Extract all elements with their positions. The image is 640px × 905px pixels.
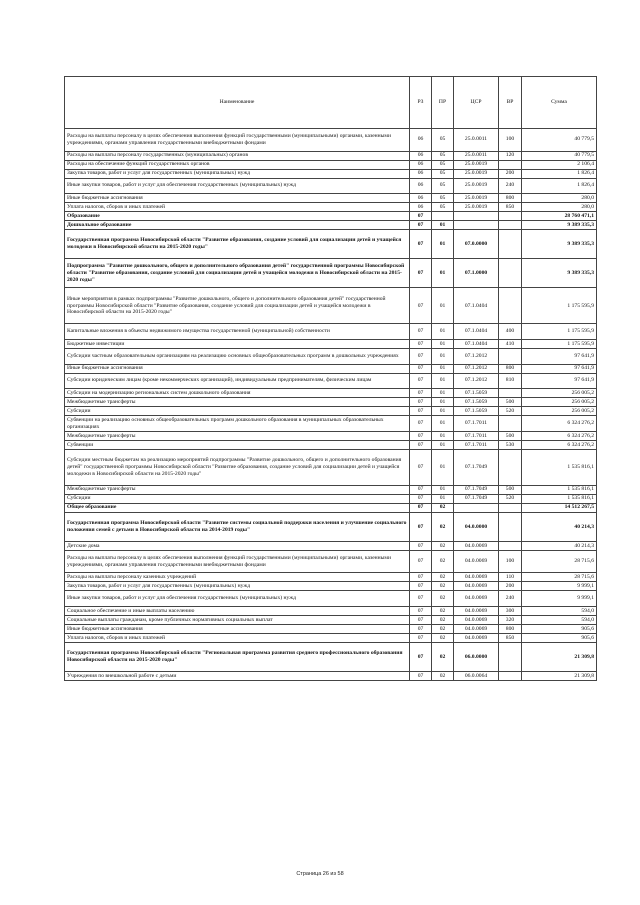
row-rz: 07	[410, 340, 432, 349]
row-name: Расходы на выплаты персоналу в целях обеспечения выполнения функций государственными (муниципальными) органами, казенными учреждениями, органами управления государственными внебюджетными фондами	[65, 129, 410, 151]
row-name: Субсидии	[65, 494, 410, 503]
table-row	[65, 160, 597, 169]
row-sum: 1 535 816,1	[522, 485, 597, 494]
table-row	[65, 151, 597, 160]
row-csr: 04.0.0069	[454, 606, 499, 615]
row-csr	[454, 221, 499, 230]
row-name: Иные бюджетные ассигнования	[65, 194, 410, 203]
row-pr: 01	[432, 389, 454, 398]
row-pr: 05	[432, 160, 454, 169]
row-rz: 07	[410, 440, 432, 449]
row-csr: 07.1.2012	[454, 364, 499, 373]
row-vr: 100	[499, 129, 522, 151]
row-sum: 40 214,3	[522, 542, 597, 551]
row-csr	[454, 503, 499, 512]
row-rz: 07	[410, 591, 432, 607]
row-rz: 07	[410, 624, 432, 633]
row-csr: 06.0.0064	[454, 672, 499, 681]
row-rz: 07	[410, 503, 432, 512]
row-sum: 6 324 276,2	[522, 440, 597, 449]
row-csr: 04.0.0000	[454, 512, 499, 541]
row-csr: 07.1.5059	[454, 389, 499, 398]
row-sum: 1 175 595,9	[522, 288, 597, 324]
row-pr: 01	[432, 440, 454, 449]
table-row	[65, 582, 597, 591]
row-name: Детские дома	[65, 542, 410, 551]
row-pr: 02	[432, 551, 454, 573]
row-pr: 05	[432, 203, 454, 212]
table-row	[65, 340, 597, 349]
row-vr: 850	[499, 203, 522, 212]
table-row	[65, 389, 597, 398]
row-sum: 97 641,9	[522, 349, 597, 365]
row-rz: 07	[410, 364, 432, 373]
budget-document	[64, 76, 596, 681]
row-vr: 200	[499, 169, 522, 178]
row-pr: 05	[432, 178, 454, 194]
row-rz: 07	[410, 582, 432, 591]
row-vr	[499, 449, 522, 485]
table-body	[65, 129, 597, 681]
row-rz: 07	[410, 449, 432, 485]
row-pr: 02	[432, 642, 454, 671]
row-name: Субсидии местным бюджетам на реализацию мероприятий подпрограммы "Развитие дошкольного, общего и дополнительного образования детей" государственной программы Новосибирской области "Развитие образования, создание условий для социализации детей и учащейся молодежи в Новосибирской области на 2015-2020 годы"	[65, 449, 410, 485]
row-csr: 04.0.0069	[454, 591, 499, 607]
row-vr: 800	[499, 624, 522, 633]
table-row	[65, 503, 597, 512]
row-vr	[499, 349, 522, 365]
row-vr	[499, 416, 522, 432]
table-row	[65, 169, 597, 178]
row-csr: 04.0.0069	[454, 633, 499, 642]
table-row	[65, 512, 597, 541]
table-row	[65, 591, 597, 607]
row-name: Иные закупки товаров, работ и услуг для обеспечения государственных (муниципальных) нужд	[65, 178, 410, 194]
row-vr: 500	[499, 485, 522, 494]
row-csr: 07.0.0000	[454, 230, 499, 259]
row-vr: 300	[499, 606, 522, 615]
row-rz: 07	[410, 485, 432, 494]
table-row	[65, 642, 597, 671]
row-name: Субвенции	[65, 440, 410, 449]
row-vr: 800	[499, 364, 522, 373]
table-row	[65, 615, 597, 624]
row-sum: 28 760 471,1	[522, 212, 597, 221]
row-name: Социальные выплаты гражданам, кроме публичных нормативных социальных выплат	[65, 615, 410, 624]
row-name: Иные бюджетные ассигнования	[65, 364, 410, 373]
row-vr: 200	[499, 582, 522, 591]
table-row	[65, 485, 597, 494]
row-vr	[499, 503, 522, 512]
row-sum: 40 214,3	[522, 512, 597, 541]
row-csr: 07.1.0000	[454, 259, 499, 288]
table-row	[65, 203, 597, 212]
row-sum: 280,0	[522, 194, 597, 203]
row-rz: 07	[410, 324, 432, 340]
table-row	[65, 364, 597, 373]
row-pr: 02	[432, 542, 454, 551]
row-name: Социальное обеспечение и иные выплаты населению	[65, 606, 410, 615]
header-pr: ПР	[432, 77, 454, 129]
row-rz: 07	[410, 494, 432, 503]
row-pr: 02	[432, 512, 454, 541]
row-vr	[499, 221, 522, 230]
row-csr: 04.0.0069	[454, 542, 499, 551]
row-pr: 01	[432, 485, 454, 494]
row-name: Уплата налогов, сборов и иных платежей	[65, 203, 410, 212]
row-vr	[499, 259, 522, 288]
row-sum: 97 641,9	[522, 364, 597, 373]
row-vr	[499, 672, 522, 681]
row-pr: 01	[432, 364, 454, 373]
row-rz: 06	[410, 194, 432, 203]
table-row	[65, 416, 597, 432]
table-row	[65, 624, 597, 633]
row-sum: 9 389 335,3	[522, 230, 597, 259]
table-row	[65, 178, 597, 194]
row-rz: 07	[410, 615, 432, 624]
row-pr: 02	[432, 591, 454, 607]
row-rz: 07	[410, 542, 432, 551]
row-rz: 07	[410, 389, 432, 398]
table-row	[65, 221, 597, 230]
header-name: Наименование	[65, 77, 410, 129]
row-csr: 04.0.0069	[454, 582, 499, 591]
row-name: Образование	[65, 212, 410, 221]
table-row	[65, 259, 597, 288]
row-vr	[499, 212, 522, 221]
table-row	[65, 431, 597, 440]
row-vr: 810	[499, 373, 522, 389]
row-vr	[499, 512, 522, 541]
row-name: Капитальные вложения в объекты недвижимого имущества государственной (муниципальной) собственности	[65, 324, 410, 340]
table-row	[65, 440, 597, 449]
row-sum: 1 535 816,1	[522, 494, 597, 503]
row-csr: 07.1.0404	[454, 340, 499, 349]
row-name: Дошкольное образование	[65, 221, 410, 230]
row-pr: 05	[432, 151, 454, 160]
row-sum: 594,0	[522, 615, 597, 624]
row-csr: 04.0.0069	[454, 615, 499, 624]
row-name: Иные бюджетные ассигнования	[65, 624, 410, 633]
row-name: Государственная программа Новосибирской области "Развитие образования, создание условий для социализации детей и учащейся молодежи в Новосибирской области на 2015-2020 годы"	[65, 230, 410, 259]
row-vr: 850	[499, 633, 522, 642]
row-pr: 01	[432, 340, 454, 349]
row-sum: 256 005,2	[522, 398, 597, 407]
row-sum: 256 005,2	[522, 407, 597, 416]
row-sum: 28 715,6	[522, 551, 597, 573]
table-row	[65, 129, 597, 151]
page-number: Страница 26 из 58	[296, 871, 344, 877]
row-csr: 07.1.0404	[454, 324, 499, 340]
row-name: Бюджетные инвестиции	[65, 340, 410, 349]
row-name: Межбюджетные трансферты	[65, 398, 410, 407]
row-pr: 01	[432, 230, 454, 259]
row-pr: 01	[432, 221, 454, 230]
row-rz: 06	[410, 178, 432, 194]
header-sum: Сумма	[522, 77, 597, 129]
row-pr: 01	[432, 416, 454, 432]
row-csr: 07.1.7049	[454, 494, 499, 503]
header-vr: ВР	[499, 77, 522, 129]
row-csr: 25.0.0019	[454, 203, 499, 212]
row-pr: 02	[432, 672, 454, 681]
row-pr: 01	[432, 324, 454, 340]
row-rz: 06	[410, 169, 432, 178]
table-row	[65, 542, 597, 551]
row-name: Расходы на выплаты персоналу в целях обеспечения выполнения функций государственными (муниципальными) органами, казенными учреждениями, органами управления государственными внебюджетными фондами	[65, 551, 410, 573]
table-row	[65, 288, 597, 324]
row-sum: 9 999,1	[522, 591, 597, 607]
row-name: Субсидии частным образовательным организациям на реализацию основных общеобразовательных программ в дошкольных учреждениях	[65, 349, 410, 365]
table-row	[65, 672, 597, 681]
row-sum: 6 324 276,2	[522, 431, 597, 440]
row-sum: 1 826,4	[522, 169, 597, 178]
row-sum: 21 309,8	[522, 642, 597, 671]
table-header-row	[65, 77, 597, 129]
table-row	[65, 349, 597, 365]
row-name: Уплата налогов, сборов и иных платежей	[65, 633, 410, 642]
row-sum: 1 175 595,9	[522, 324, 597, 340]
row-vr: 400	[499, 324, 522, 340]
row-rz: 07	[410, 416, 432, 432]
row-csr: 04.0.0069	[454, 624, 499, 633]
row-sum: 905,6	[522, 633, 597, 642]
row-sum: 2 106,4	[522, 160, 597, 169]
row-pr: 01	[432, 407, 454, 416]
row-csr: 07.1.5059	[454, 398, 499, 407]
row-vr: 240	[499, 178, 522, 194]
row-sum: 594,0	[522, 606, 597, 615]
row-sum: 9 389 335,3	[522, 221, 597, 230]
row-vr	[499, 542, 522, 551]
row-rz: 07	[410, 288, 432, 324]
row-pr: 01	[432, 373, 454, 389]
row-csr: 25.0.0019	[454, 169, 499, 178]
row-vr: 240	[499, 591, 522, 607]
row-pr: 01	[432, 259, 454, 288]
row-csr: 25.0.0019	[454, 194, 499, 203]
row-name: Субсидии на модернизацию региональных систем дошкольного образования	[65, 389, 410, 398]
row-rz: 07	[410, 407, 432, 416]
row-rz: 07	[410, 606, 432, 615]
row-vr	[499, 160, 522, 169]
row-rz: 07	[410, 642, 432, 671]
row-rz: 07	[410, 431, 432, 440]
row-sum: 40 779,5	[522, 151, 597, 160]
row-rz: 06	[410, 151, 432, 160]
row-pr	[432, 212, 454, 221]
row-rz: 07	[410, 349, 432, 365]
row-pr: 01	[432, 494, 454, 503]
row-vr: 500	[499, 398, 522, 407]
row-csr: 04.0.0069	[454, 573, 499, 582]
row-rz: 06	[410, 160, 432, 169]
row-sum: 280,0	[522, 203, 597, 212]
row-name: Иные мероприятия в рамках подпрограммы "Развитие дошкольного, общего и дополнительного образования детей" государственной программы Новосибирской области "Развитие образования, создание условий для социализации детей и учащейся молодежи в Новосибирской области на 2015-2020 годы"	[65, 288, 410, 324]
row-pr: 05	[432, 129, 454, 151]
row-sum: 9 389 335,3	[522, 259, 597, 288]
row-csr: 25.0.0019	[454, 160, 499, 169]
row-pr: 05	[432, 169, 454, 178]
row-rz: 06	[410, 203, 432, 212]
row-name: Общее образование	[65, 503, 410, 512]
row-vr: 500	[499, 431, 522, 440]
row-name: Расходы на выплаты персоналу государственных (муниципальных) органов	[65, 151, 410, 160]
row-name: Расходы на выплаты персоналу казенных учреждений	[65, 573, 410, 582]
row-csr: 25.0.0011	[454, 129, 499, 151]
table-row	[65, 573, 597, 582]
row-csr	[454, 212, 499, 221]
row-csr: 04.0.0069	[454, 551, 499, 573]
table-row	[65, 494, 597, 503]
row-csr: 07.1.7049	[454, 449, 499, 485]
row-csr: 07.1.7049	[454, 485, 499, 494]
row-name: Закупка товаров, работ и услуг для государственных (муниципальных) нужд	[65, 169, 410, 178]
row-vr: 520	[499, 407, 522, 416]
row-csr: 07.1.7011	[454, 440, 499, 449]
row-csr: 25.0.0019	[454, 178, 499, 194]
row-csr: 25.0.0011	[454, 151, 499, 160]
row-name: Расходы на обеспечение функций государственных органов	[65, 160, 410, 169]
row-pr: 05	[432, 194, 454, 203]
row-name: Межбюджетные трансферты	[65, 485, 410, 494]
row-vr: 120	[499, 151, 522, 160]
row-csr: 07.1.7011	[454, 416, 499, 432]
row-rz: 07	[410, 221, 432, 230]
row-rz: 07	[410, 259, 432, 288]
row-csr: 07.1.2012	[454, 349, 499, 365]
row-vr: 520	[499, 494, 522, 503]
row-rz: 07	[410, 573, 432, 582]
row-sum: 6 324 276,2	[522, 416, 597, 432]
row-sum: 1 175 595,9	[522, 340, 597, 349]
row-vr: 110	[499, 573, 522, 582]
row-vr	[499, 389, 522, 398]
row-name: Государственная программа Новосибирской области "Региональная программа развития среднего профессионального образования Новосибирской области на 2015-2020 годы"	[65, 642, 410, 671]
row-name: Закупка товаров, работ и услуг для государственных (муниципальных) нужд	[65, 582, 410, 591]
row-vr: 410	[499, 340, 522, 349]
table-row	[65, 373, 597, 389]
row-name: Подпрограмма "Развитие дошкольного, общего и дополнительного образования детей" государственной программы Новосибирской области "Развитие образования, создание условий для социализации детей и учащейся молодежи в Новосибирской области на 2015-2020 годы"	[65, 259, 410, 288]
table-row	[65, 551, 597, 573]
table-row	[65, 324, 597, 340]
row-sum: 1 535 816,1	[522, 449, 597, 485]
row-sum: 905,6	[522, 624, 597, 633]
row-csr: 07.1.0404	[454, 288, 499, 324]
table-row	[65, 212, 597, 221]
row-pr: 01	[432, 431, 454, 440]
row-pr: 02	[432, 606, 454, 615]
row-sum: 1 826,4	[522, 178, 597, 194]
row-sum: 256 005,2	[522, 389, 597, 398]
row-pr: 01	[432, 398, 454, 407]
row-rz: 07	[410, 212, 432, 221]
row-rz: 07	[410, 672, 432, 681]
row-rz: 07	[410, 230, 432, 259]
row-csr: 07.1.2012	[454, 373, 499, 389]
row-pr: 01	[432, 288, 454, 324]
table-row	[65, 398, 597, 407]
row-rz: 07	[410, 551, 432, 573]
row-vr: 530	[499, 440, 522, 449]
table-row	[65, 407, 597, 416]
row-vr	[499, 642, 522, 671]
table-row	[65, 230, 597, 259]
row-sum: 14 512 267,5	[522, 503, 597, 512]
row-name: Субсидии	[65, 407, 410, 416]
row-rz: 07	[410, 512, 432, 541]
table-row	[65, 449, 597, 485]
row-name: Субвенции на реализацию основных общеобразовательных программ дошкольного образования в муниципальных образовательных организациях	[65, 416, 410, 432]
header-csr: ЦСР	[454, 77, 499, 129]
row-rz: 07	[410, 633, 432, 642]
row-pr: 02	[432, 503, 454, 512]
row-sum: 97 641,9	[522, 373, 597, 389]
table-row	[65, 606, 597, 615]
row-name: Иные закупки товаров, работ и услуг для обеспечения государственных (муниципальных) нужд	[65, 591, 410, 607]
row-rz: 07	[410, 373, 432, 389]
table-row	[65, 633, 597, 642]
row-rz: 07	[410, 398, 432, 407]
row-vr: 800	[499, 194, 522, 203]
row-pr: 02	[432, 624, 454, 633]
row-vr: 320	[499, 615, 522, 624]
row-vr	[499, 288, 522, 324]
row-csr: 07.1.7011	[454, 431, 499, 440]
row-name: Субсидии юридическим лицам (кроме некоммерческих организаций), индивидуальным предпринимателям, физическим лицам	[65, 373, 410, 389]
row-sum: 40 779,5	[522, 129, 597, 151]
row-pr: 02	[432, 615, 454, 624]
row-name: Государственная программа Новосибирской области "Развитие системы социальной поддержки населения и улучшение социального положения семей с детьми в Новосибирской области на 2014-2019 годы"	[65, 512, 410, 541]
row-name: Учреждения по внешкольной работе с детьми	[65, 672, 410, 681]
row-pr: 01	[432, 449, 454, 485]
row-rz: 06	[410, 129, 432, 151]
row-pr: 02	[432, 573, 454, 582]
row-csr: 06.0.0000	[454, 642, 499, 671]
row-sum: 28 715,6	[522, 573, 597, 582]
budget-table	[64, 76, 597, 681]
row-sum: 9 999,1	[522, 582, 597, 591]
row-pr: 01	[432, 349, 454, 365]
header-rz: РЗ	[410, 77, 432, 129]
row-vr: 100	[499, 551, 522, 573]
row-csr: 07.1.5059	[454, 407, 499, 416]
table-row	[65, 194, 597, 203]
row-pr: 02	[432, 633, 454, 642]
row-sum: 21 309,8	[522, 672, 597, 681]
row-vr	[499, 230, 522, 259]
row-name: Межбюджетные трансферты	[65, 431, 410, 440]
row-pr: 02	[432, 582, 454, 591]
